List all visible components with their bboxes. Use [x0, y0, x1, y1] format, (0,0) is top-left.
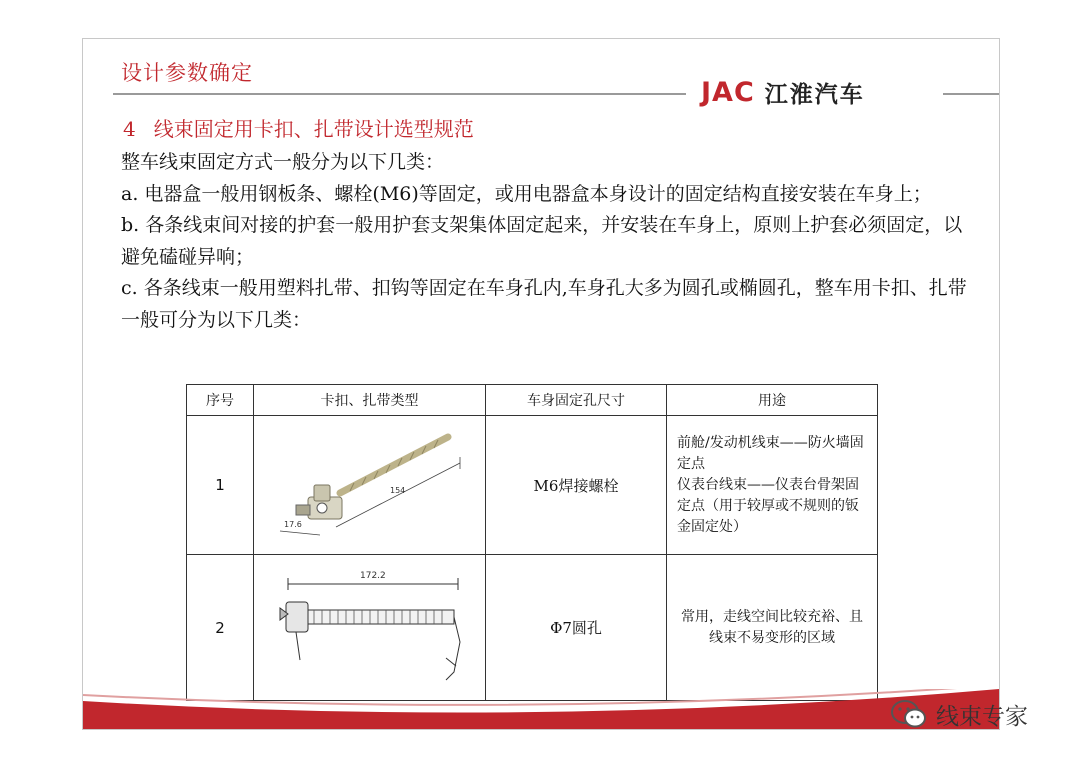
table-row: [187, 416, 878, 555]
wechat-icon: [890, 699, 928, 731]
table-header-row: [187, 385, 878, 416]
clip-tail: [446, 617, 460, 680]
row-seq: 1: [187, 416, 254, 555]
watermark-text: 线束专家: [936, 704, 1028, 730]
header-usage: 用途: [667, 385, 878, 416]
logo-name: 江淮汽车: [764, 81, 865, 108]
logo-brand: JAC: [701, 76, 755, 108]
row-seq: 2: [187, 555, 254, 701]
dim-label-17-6: 17.6: [283, 520, 302, 529]
paragraph-a: a. 电器盒一般用钢板条、螺栓(M6)等固定，或用电器盒本身设计的固定结构直接安装在车身上；: [121, 182, 932, 205]
header-hole-size: 车身固定孔尺寸: [486, 385, 667, 416]
paragraph-b: b. 各条线束间对接的护套一般用护套支架集体固定起来，并安装在车身上，原则上护套必须固定，以避免磕碰异响；: [121, 214, 963, 268]
section-heading: [123, 113, 474, 142]
row-usage: [667, 416, 878, 555]
paragraph-c: c. 各条线束一般用塑料扎带、扣钩等固定在车身孔内,车身孔大多为圆孔或椭圆孔，整车用卡扣、扎带一般可分为以下几类：: [121, 277, 967, 331]
usage-text: 常用，走线空间比较充裕、且线束不易变形的区域: [681, 608, 863, 646]
section-number: 4: [123, 117, 136, 141]
round-hole-clip-tie-image: [270, 562, 470, 690]
dim-label-172-2: 172.2: [359, 570, 386, 581]
header-seq: 序号: [187, 385, 254, 416]
dim-label-154: 154: [389, 486, 405, 495]
clip-body: [296, 485, 342, 519]
clip-image-cell: [254, 416, 486, 555]
clip-spec-table: [186, 384, 878, 701]
tie-band: [340, 437, 448, 493]
row-hole-size: M6焊接螺栓: [486, 416, 667, 555]
header-rule-right: [943, 93, 999, 95]
paragraph-intro: 整车线束固定方式一般分为以下几类：: [121, 151, 445, 173]
bolt-clip-tie-image: [270, 423, 470, 543]
watermark: [890, 698, 1028, 731]
header-type: 卡扣、扎带类型: [254, 385, 486, 416]
header-title: 设计参数确定: [121, 61, 253, 85]
clip-head: [280, 602, 308, 660]
row-usage: [667, 555, 878, 701]
usage-text: 前舱/发动机线束——防火墙固定点 仪表台线束——仪表台骨架固定点（用于较厚或不规则的钣金固定处）: [677, 434, 864, 535]
table-row: [187, 555, 878, 701]
body-text: [121, 147, 971, 336]
section-title: 线束固定用卡扣、扎带设计选型规范: [153, 117, 474, 141]
clip-image-cell: [254, 555, 486, 701]
tie-band: [306, 610, 454, 624]
jac-logo: [701, 76, 865, 108]
header-rule-left: [113, 93, 686, 95]
slide: [82, 38, 1000, 730]
bottom-red-band: [83, 689, 999, 729]
row-hole-size: Φ7圆孔: [486, 555, 667, 701]
